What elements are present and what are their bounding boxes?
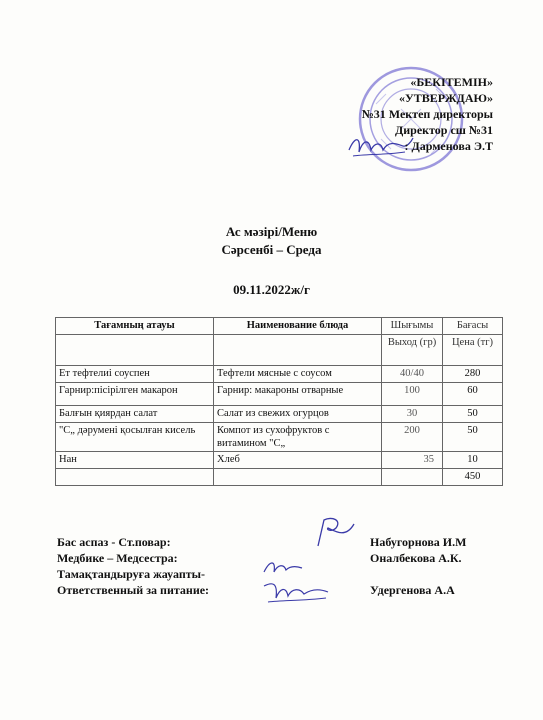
header-output-ru: Выход (гр) — [382, 335, 443, 366]
signatures-block — [57, 534, 497, 598]
cook-name: Набугорнова И.М — [370, 535, 467, 549]
dish-qty: 35 — [382, 452, 443, 469]
dish-name-ru: Тефтели мясные с соусом — [214, 366, 382, 383]
dish-name-kz: Балғын қиярдан салат — [56, 406, 214, 423]
total-price: 450 — [443, 469, 503, 486]
table-row — [56, 383, 503, 406]
table-row — [56, 406, 503, 423]
dish-qty: 40/40 — [382, 366, 443, 383]
dish-name-ru: Компот из сухофруктов с витамином "С„ — [214, 423, 382, 452]
approval-line-kz: «БЕКІТЕМІН» — [410, 75, 493, 89]
menu-title: Ас мәзірі/Меню — [225, 224, 318, 239]
nurse-role: Медбике – Медсестра: — [57, 551, 178, 565]
menu-day: Сәрсенбі – Среда — [221, 242, 322, 257]
dish-qty: 30 — [382, 406, 443, 423]
dish-qty: 100 — [382, 383, 443, 406]
dish-price: 50 — [443, 406, 503, 423]
dish-name-kz: Нан — [56, 452, 214, 469]
table-row — [56, 423, 503, 452]
header-name-kz: Тағамның атауы — [56, 318, 214, 335]
dish-price: 50 — [443, 423, 503, 452]
cook-role: Бас аспаз - Ст.повар: — [57, 535, 171, 549]
approval-director-name: : Дарменова Э.Т — [404, 139, 493, 153]
header-price-kz: Бағасы — [443, 318, 503, 335]
table-row — [56, 452, 503, 469]
dish-name-kz: "С„ дәрумені қосылған кисель — [56, 423, 214, 452]
approval-block — [362, 74, 493, 154]
dish-name-kz: Ет тефтелиі соуспен — [56, 366, 214, 383]
dish-qty: 200 — [382, 423, 443, 452]
dish-name-ru: Гарнир: макароны отварные — [214, 383, 382, 406]
header-price-ru: Цена (тг) — [443, 335, 503, 366]
approval-director-ru: Директор сш №31 — [394, 123, 493, 137]
dish-name-ru: Хлеб — [214, 452, 382, 469]
table-total-row — [56, 469, 503, 486]
dish-name-ru: Салат из свежих огурцов — [214, 406, 382, 423]
responsible-name: Удергенова А.А — [370, 583, 455, 597]
menu-date: 09.11.2022ж/г — [233, 282, 310, 297]
dish-price: 280 — [443, 366, 503, 383]
menu-table — [55, 317, 503, 486]
header-name-ru: Наименование блюда — [214, 318, 382, 335]
approval-line-ru: «УТВЕРЖДАЮ» — [398, 91, 493, 105]
dish-name-kz: Гарнир:пісірілген макарон — [56, 383, 214, 406]
header-output-kz: Шығымы — [382, 318, 443, 335]
dish-price: 60 — [443, 383, 503, 406]
responsible-role-kz: Тамақтандыруға жауапты- — [57, 567, 206, 581]
dish-price: 10 — [443, 452, 503, 469]
approval-director-kz: №31 Мектеп директоры — [361, 107, 493, 121]
table-row — [56, 366, 503, 383]
responsible-role-ru: Ответственный за питание: — [57, 583, 210, 597]
nurse-name: Оналбекова А.К. — [370, 551, 462, 565]
